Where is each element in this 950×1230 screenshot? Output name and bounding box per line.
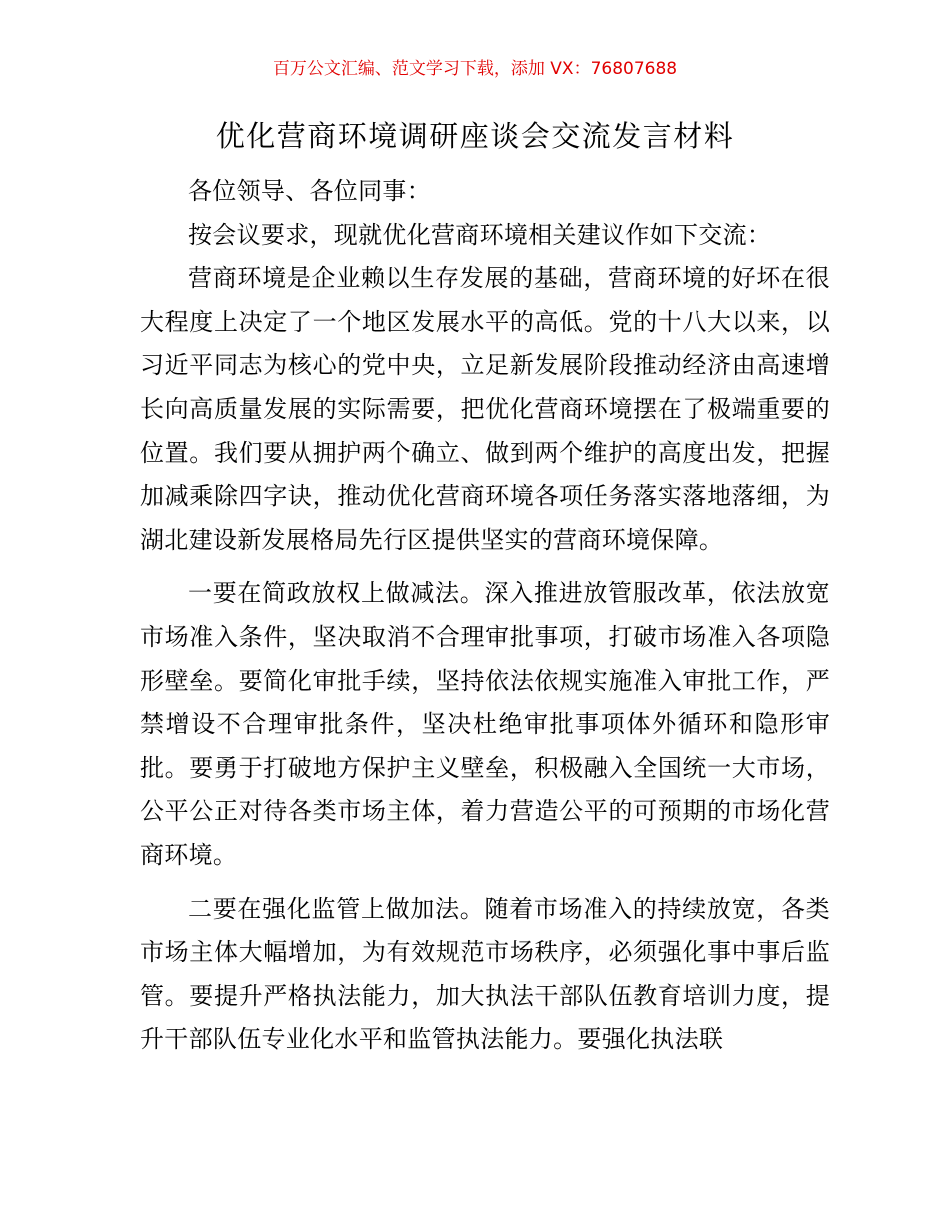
intro-paragraph: 按会议要求，现就优化营商环境相关建议作如下交流： (188, 220, 772, 249)
document-body (140, 170, 830, 1062)
document-title: 优化营商环境调研座谈会交流发言材料 (215, 119, 735, 153)
body-paragraph: 营商环境是企业赖以生存发展的基础，营商环境的好坏在很大程度上决定了一个地区发展水平的高低。党的十八大以来，以习近平同志为核心的党中央，立足新发展阶段推动经济由高速增长向高质量发展的实际需要，把优化营商环境摆在了极端重要的位置。我们要从拥护两个确立、做到两个维护的高度出发，把握加减乘除四字诀，推动优化营商环境各项任务落实落地落细，为湖北建设新发展格局先行区提供坚实的营商环境保障。 (140, 264, 830, 554)
body-paragraph: 二要在强化监管上做加法。随着市场准入的持续放宽，各类市场主体大幅增加，为有效规范市场秩序，必须强化事中事后监管。要提升严格执法能力，加大执法干部队伍教育培训力度，提升干部队伍专业化水平和监管执法能力。要强化执法联 (140, 894, 830, 1054)
header-watermark-note: 百万公文汇编、范文学习下载，添加 VX：76807688 (272, 59, 678, 79)
body-paragraph: 一要在简政放权上做减法。深入推进放管服改革，依法放宽市场准入条件，坚决取消不合理审批事项，打破市场准入各项隐形壁垒。要简化审批手续，坚持依法依规实施准入审批工作，严禁增设不合理审批条件，坚决杜绝审批事项体外循环和隐形审批。要勇于打破地方保护主义壁垒，积极融入全国统一大市场，公平公正对待各类市场主体，着力营造公平的可预期的市场化营商环境。 (140, 579, 830, 869)
salutation: 各位领导、各位同事： (188, 177, 431, 205)
